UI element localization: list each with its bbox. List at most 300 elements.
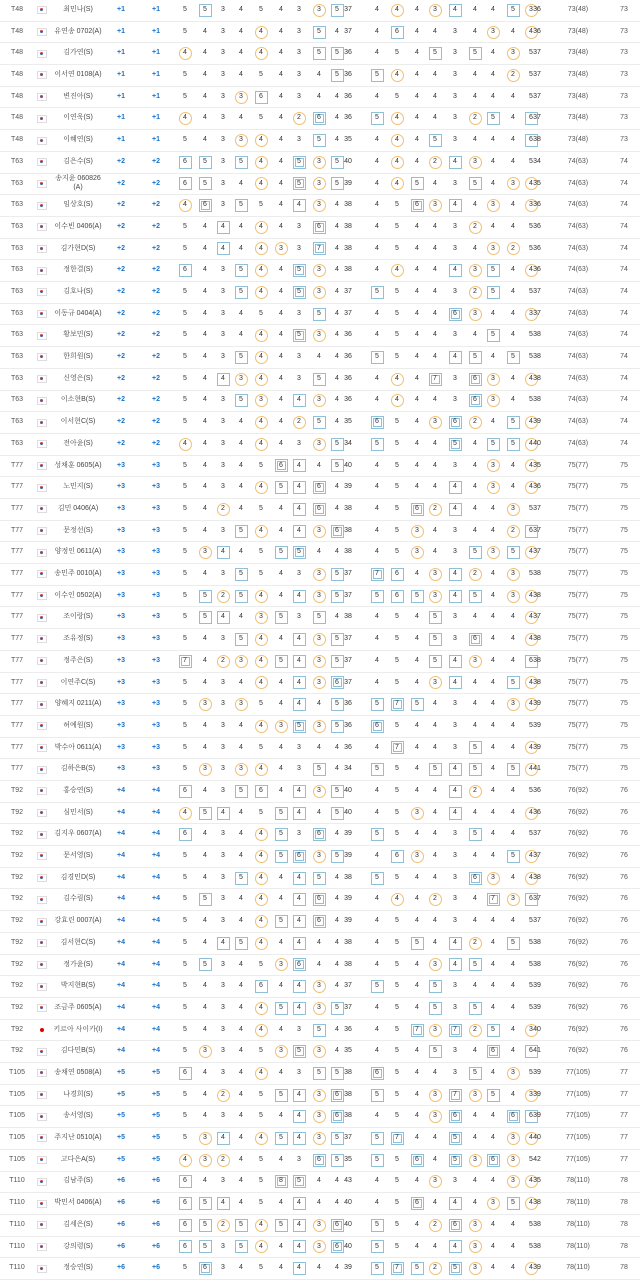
player-name-link[interactable]: 이동규 0404(A) [54, 309, 102, 317]
front-hole-9-value: 4 [335, 743, 339, 751]
player-name-link[interactable]: 정가윤(S) [63, 960, 93, 968]
back-hole-14 [446, 868, 464, 889]
table-row[interactable] [0, 499, 640, 521]
front-hole-4 [232, 998, 250, 1019]
back-hole-16 [484, 998, 502, 1019]
front-hole-8-value: 5 [313, 1024, 326, 1037]
front-hole-2-value: 4 [203, 656, 207, 664]
table-row[interactable] [0, 542, 640, 564]
back-hole-14 [446, 889, 464, 910]
table-row[interactable] [0, 1172, 640, 1194]
front-hole-7 [290, 781, 308, 802]
front-hole-6-value: 5 [275, 1132, 288, 1145]
player-name-link[interactable]: 노민지(S) [63, 483, 93, 491]
back-hole-14-value: 3 [453, 548, 457, 556]
player-name-link[interactable]: 이연욱(S) [63, 114, 93, 122]
player-name-link[interactable]: 이수인 0502(A) [54, 591, 102, 599]
flag-cell [36, 456, 48, 477]
front-hole-1 [176, 911, 194, 932]
table-row[interactable] [0, 738, 640, 760]
front-hole-8-value: 4 [317, 461, 321, 469]
front-hole-3-value: 3 [221, 92, 225, 100]
back-hole-16 [484, 391, 502, 412]
back-hole-15 [466, 521, 484, 542]
back-hole-15 [466, 542, 484, 563]
front-hole-2 [196, 477, 214, 498]
back-hole-14-value: 3 [453, 71, 457, 79]
rank-cell: T48 [10, 92, 24, 100]
front-hole-1-value: 5 [183, 1112, 187, 1120]
player-name-link[interactable]: 문서영(S) [63, 852, 93, 860]
front-hole-7 [290, 369, 308, 390]
front-hole-7-value: 4 [293, 893, 306, 906]
back-hole-12 [408, 868, 426, 889]
table-row[interactable] [0, 195, 640, 217]
back-hole-12 [408, 976, 426, 997]
front-hole-5 [252, 673, 270, 694]
back-hole-11 [388, 260, 406, 281]
player-name-link[interactable]: 홍승연(S) [63, 786, 93, 794]
table-row[interactable] [0, 1258, 640, 1280]
table-row[interactable] [0, 0, 640, 22]
player-name-link[interactable]: 조이랑(S) [63, 613, 93, 621]
table-row[interactable] [0, 1041, 640, 1063]
table-row[interactable] [0, 694, 640, 716]
player-name-link[interactable]: 양정인 0611(A) [54, 548, 102, 556]
front-hole-6-value: 3 [275, 242, 288, 255]
table-row[interactable] [0, 1193, 640, 1215]
front-hole-6 [272, 87, 290, 108]
front-hole-1 [176, 65, 194, 86]
back-hole-16 [484, 260, 502, 281]
player-name-link[interactable]: 신영은(S) [63, 374, 93, 382]
front-hole-1-value: 6 [179, 785, 192, 798]
back-hole-15 [466, 43, 484, 64]
round-total: 73(48) [567, 49, 589, 57]
back-hole-14-value: 4 [449, 655, 462, 668]
back-hole-12 [408, 803, 426, 824]
back-hole-12-value: 4 [415, 1134, 419, 1142]
player-name-link[interactable]: 이서현C(S) [60, 418, 96, 426]
table-row[interactable] [0, 933, 640, 955]
player-name-link[interactable]: 성채훈 0605(A) [54, 461, 102, 469]
front-hole-1 [176, 87, 194, 108]
total-score: 77 [620, 1112, 628, 1120]
flag-cell [36, 217, 48, 238]
front-hole-4-value: 4 [239, 743, 243, 751]
player-name-link[interactable]: 김다민B(S) [60, 1047, 96, 1055]
back-hole-14 [446, 759, 464, 780]
back-hole-17-value: 5 [507, 937, 520, 950]
back-hole-13-value: 7 [429, 373, 442, 386]
player-name-link[interactable]: 김서현C(S) [60, 938, 96, 946]
to-par-round: +4 [152, 830, 160, 838]
front-hole-2-value: 4 [203, 570, 207, 578]
front-hole-1-value: 6 [179, 1219, 192, 1232]
back-hole-10-value: 4 [375, 656, 379, 664]
player-name-link[interactable]: 김호나(S) [63, 288, 93, 295]
in-total: 35 [533, 1177, 541, 1185]
player-name-link[interactable]: 김세은(S) [63, 1220, 93, 1228]
player-name-link[interactable]: 정승연(S) [63, 1264, 93, 1272]
player-name-link[interactable]: 정주은(S) [63, 656, 93, 664]
back-hole-13-value: 5 [429, 47, 442, 60]
back-hole-11 [388, 325, 406, 346]
table-row[interactable] [0, 911, 640, 933]
table-row[interactable] [0, 282, 640, 304]
front-hole-3-value: 4 [217, 242, 230, 255]
table-row[interactable] [0, 217, 640, 239]
back-hole-16 [484, 304, 502, 325]
front-hole-5 [252, 1237, 270, 1258]
player-name-link[interactable]: 정한결(S) [63, 266, 93, 274]
player-name-link[interactable]: 허예원(S) [63, 721, 93, 729]
front-hole-1 [176, 1063, 194, 1084]
back-hole-13 [426, 1258, 444, 1279]
player-name-link[interactable]: 문정선(S) [63, 526, 93, 534]
player-name-link[interactable]: 유연송 0702(A) [54, 27, 102, 35]
front-hole-4-value: 4 [239, 1155, 243, 1163]
back-hole-15-value: 4 [473, 1134, 477, 1142]
back-hole-17-value: 5 [507, 850, 520, 863]
front-hole-8 [310, 911, 328, 932]
front-hole-6 [272, 43, 290, 64]
table-row[interactable] [0, 1020, 640, 1042]
back-hole-11 [388, 152, 406, 173]
back-hole-12-value: 3 [411, 525, 424, 538]
korea-flag-icon [37, 353, 47, 361]
front-hole-5 [252, 304, 270, 325]
table-row[interactable] [0, 369, 640, 391]
front-hole-6-value: 4 [279, 266, 283, 274]
front-hole-6-value: 4 [279, 765, 283, 773]
back-hole-16 [484, 347, 502, 368]
to-par-total: +3 [117, 570, 125, 578]
front-hole-3 [214, 174, 232, 195]
front-hole-5 [252, 586, 270, 607]
table-row[interactable] [0, 239, 640, 261]
back-hole-14 [446, 43, 464, 64]
back-hole-14 [446, 1128, 464, 1149]
table-row[interactable] [0, 564, 640, 586]
back-hole-13 [426, 22, 444, 43]
player-name-link[interactable]: 심민서(S) [63, 808, 93, 816]
back-hole-11-value: 5 [395, 1155, 399, 1163]
player-name-link[interactable]: 김남주(S) [63, 1177, 93, 1185]
player-name-link[interactable]: 김하은B(S) [60, 765, 96, 773]
front-hole-4-value: 4 [239, 504, 243, 512]
table-row[interactable] [0, 955, 640, 977]
table-row[interactable] [0, 1063, 640, 1085]
table-row[interactable] [0, 1085, 640, 1107]
table-row[interactable] [0, 998, 640, 1020]
to-par-round: +3 [152, 504, 160, 512]
back-hole-16 [484, 325, 502, 346]
back-hole-15-value: 5 [469, 1067, 482, 1080]
front-hole-1-value: 5 [183, 526, 187, 534]
table-row[interactable] [0, 152, 640, 174]
table-row[interactable] [0, 456, 640, 478]
front-hole-8 [310, 1150, 328, 1171]
flag-cell [36, 521, 48, 542]
table-row[interactable] [0, 434, 640, 456]
to-par-total: +6 [117, 1242, 125, 1250]
back-hole-15-value: 4 [473, 852, 477, 860]
back-hole-11-value: 5 [395, 49, 399, 57]
back-hole-11-value: 4 [391, 4, 404, 17]
table-row[interactable] [0, 629, 640, 651]
back-hole-10-value: 4 [375, 222, 379, 230]
front-hole-8-value: 6 [313, 1154, 326, 1167]
front-hole-9-value: 4 [335, 1264, 339, 1272]
back-hole-17 [504, 347, 522, 368]
table-row[interactable] [0, 673, 640, 695]
table-row[interactable] [0, 1150, 640, 1172]
back-hole-17 [504, 933, 522, 954]
player-name-link[interactable]: 고다은A(S) [60, 1155, 96, 1163]
player-name-link[interactable]: 박수아 0611(A) [54, 743, 102, 751]
player-name-link[interactable]: 송지윤 060826(A) [55, 175, 101, 191]
back-hole-15 [466, 87, 484, 108]
player-name-link[interactable]: 김가연(S) [63, 49, 93, 57]
player-name-link[interactable]: 송서영(S) [63, 1112, 93, 1120]
rank-cell: T92 [10, 873, 24, 881]
table-row[interactable] [0, 846, 640, 868]
in-total: 36 [533, 483, 541, 491]
korea-flag-icon [37, 267, 47, 275]
front-hole-2 [196, 955, 214, 976]
front-hole-6 [272, 174, 290, 195]
table-row[interactable] [0, 521, 640, 543]
front-hole-3-value: 3 [221, 635, 225, 643]
front-hole-6-value: 3 [275, 958, 288, 971]
front-hole-4-value: 4 [239, 1134, 243, 1142]
back-hole-12 [408, 738, 426, 759]
back-hole-12-value: 3 [411, 850, 424, 863]
back-hole-17-value: 4 [511, 266, 515, 274]
table-row[interactable] [0, 586, 640, 608]
player-name-link[interactable]: 강의령(S) [63, 1242, 93, 1250]
table-row[interactable] [0, 868, 640, 890]
back-hole-17 [504, 217, 522, 238]
back-hole-10 [368, 347, 386, 368]
player-name-link[interactable]: 이혜연(S) [63, 136, 93, 144]
table-row[interactable] [0, 347, 640, 369]
to-par-round: +4 [152, 917, 160, 925]
front-hole-6-value: 5 [275, 915, 288, 928]
front-hole-2 [196, 195, 214, 216]
front-hole-8-value: 3 [313, 980, 326, 993]
table-row[interactable] [0, 759, 640, 781]
front-hole-1 [176, 325, 194, 346]
player-name-link[interactable]: 이연주C(S) [60, 678, 96, 686]
table-row[interactable] [0, 607, 640, 629]
table-row[interactable] [0, 22, 640, 44]
front-hole-8-value: 3 [313, 1110, 326, 1123]
back-hole-10-value: 4 [375, 548, 379, 556]
front-hole-1 [176, 0, 194, 21]
player-name-link[interactable]: 박민서 0406(A) [54, 1199, 102, 1207]
player-name-link[interactable]: 한희원(S) [63, 353, 93, 361]
table-row[interactable] [0, 130, 640, 152]
player-name-link[interactable]: 김민 0406(A) [57, 504, 99, 512]
back-hole-10-value: 5 [371, 872, 384, 885]
front-hole-8 [310, 217, 328, 238]
player-name-link[interactable]: 김경민D(S) [60, 873, 96, 881]
flag-cell [36, 1258, 48, 1279]
table-row[interactable] [0, 174, 640, 196]
back-hole-14-value: 3 [453, 374, 457, 382]
back-hole-17-value: 5 [507, 438, 520, 451]
round-total: 78(110) [566, 1199, 590, 1207]
back-hole-12 [408, 933, 426, 954]
front-hole-4 [232, 43, 250, 64]
to-par-total: +2 [117, 244, 125, 252]
table-row[interactable] [0, 325, 640, 347]
player-name-link[interactable]: 황보민(S) [63, 331, 93, 339]
player-name-link[interactable]: 박지현B(S) [60, 982, 96, 990]
out-total: 37 [344, 635, 352, 643]
table-row[interactable] [0, 477, 640, 499]
front-hole-4-value: 4 [239, 1047, 243, 1055]
to-par-round: +2 [152, 418, 160, 426]
back-hole-14-value: 4 [449, 4, 462, 17]
player-name-link[interactable]: 변진아(S) [63, 92, 93, 100]
player-name-link[interactable]: 강효린 0007(A) [54, 917, 102, 925]
back-hole-18-value: 5 [529, 1242, 533, 1250]
front-hole-2-value: 5 [199, 177, 212, 190]
back-hole-17 [504, 499, 522, 520]
table-row[interactable] [0, 976, 640, 998]
front-hole-5-value: 4 [255, 1002, 268, 1015]
player-name-link[interactable]: 이서연 0108(A) [54, 71, 102, 79]
table-row[interactable] [0, 412, 640, 434]
to-par-round: +2 [152, 244, 160, 252]
table-row[interactable] [0, 108, 640, 130]
back-hole-15-value: 3 [469, 1219, 482, 1232]
back-hole-17-value: 3 [507, 47, 520, 60]
player-name-link[interactable]: 조유정(S) [63, 635, 93, 643]
front-hole-8-value: 5 [313, 611, 326, 624]
back-hole-14 [446, 911, 464, 932]
back-hole-15 [466, 260, 484, 281]
front-hole-1 [176, 1237, 194, 1258]
front-hole-6-value: 4 [279, 1069, 283, 1077]
player-name-link[interactable]: 나경희(S) [63, 1090, 93, 1098]
table-row[interactable] [0, 889, 640, 911]
player-name-link[interactable]: 송채연 0508(A) [54, 1069, 102, 1077]
table-row[interactable] [0, 1106, 640, 1128]
back-hole-16-value: 3 [487, 481, 500, 494]
back-hole-14-value: 3 [453, 743, 457, 751]
player-name-link[interactable]: 이수빈 0406(A) [54, 222, 102, 230]
to-par-round: +3 [152, 526, 160, 534]
table-row[interactable] [0, 260, 640, 282]
back-hole-14-value: 4 [449, 676, 462, 689]
front-hole-9-value: 4 [335, 244, 339, 252]
front-hole-1 [176, 824, 194, 845]
back-hole-12 [408, 694, 426, 715]
out-total: 35 [344, 136, 352, 144]
table-row[interactable] [0, 43, 640, 65]
rank-cell: T77 [10, 700, 24, 708]
back-hole-10-value: 4 [375, 678, 379, 686]
back-hole-14-value: 5 [449, 1262, 462, 1275]
front-hole-3-value: 3 [221, 852, 225, 860]
front-hole-7-value: 4 [293, 525, 306, 538]
front-hole-8 [310, 304, 328, 325]
front-hole-6 [272, 1020, 290, 1041]
player-name-link[interactable]: 김가현D(S) [60, 244, 96, 252]
table-row[interactable] [0, 304, 640, 326]
back-hole-12-value: 4 [415, 309, 419, 317]
table-row[interactable] [0, 87, 640, 109]
player-name-link[interactable]: 양혜지 0211(A) [54, 700, 102, 708]
back-hole-10-value: 5 [371, 351, 384, 364]
back-hole-18-value: 4 [525, 807, 538, 820]
back-hole-15-value: 4 [473, 613, 477, 621]
back-hole-17-value: 4 [511, 635, 515, 643]
table-row[interactable] [0, 824, 640, 846]
player-name-link[interactable]: 전아윤(S) [63, 439, 93, 447]
front-hole-2-value: 4 [203, 461, 207, 469]
player-name-link[interactable]: 최민나(S) [63, 5, 93, 13]
back-hole-16 [484, 673, 502, 694]
player-name-link[interactable]: 임상호(S) [63, 201, 93, 209]
player-name-link[interactable]: 김수림(S) [63, 895, 93, 903]
table-row[interactable] [0, 391, 640, 413]
korea-flag-icon [37, 397, 47, 405]
table-row[interactable] [0, 781, 640, 803]
player-name-link[interactable]: 이소현B(S) [60, 396, 96, 404]
flag-cell [36, 1041, 48, 1062]
table-row[interactable] [0, 716, 640, 738]
front-hole-6-value: 8 [275, 1175, 288, 1188]
front-hole-1-value: 5 [183, 960, 187, 968]
front-hole-3 [214, 152, 232, 173]
front-hole-4-value: 5 [235, 264, 248, 277]
table-row[interactable] [0, 803, 640, 825]
back-hole-16-value: 4 [491, 5, 495, 13]
table-row[interactable] [0, 1215, 640, 1237]
front-hole-7-value: 4 [293, 199, 306, 212]
player-name-link[interactable]: 김은수(S) [63, 157, 93, 165]
table-row[interactable] [0, 651, 640, 673]
player-name-link[interactable]: 김지우 0607(A) [54, 830, 102, 838]
back-hole-13-value: 4 [433, 1199, 437, 1207]
front-hole-1 [176, 130, 194, 151]
back-hole-18-value: 5 [529, 938, 533, 946]
back-hole-12-value: 4 [415, 266, 419, 274]
back-hole-15-value: 3 [469, 655, 482, 668]
back-hole-13-value: 4 [433, 873, 437, 881]
back-hole-12 [408, 304, 426, 325]
back-hole-17 [504, 1237, 522, 1258]
player-name-link[interactable]: 키르아 사이카(I) [53, 1025, 103, 1033]
table-row[interactable] [0, 1128, 640, 1150]
front-hole-5 [252, 43, 270, 64]
to-par-total: +2 [117, 439, 125, 447]
front-hole-2-value: 5 [199, 4, 212, 17]
player-name-link[interactable]: 조금주 0605(A) [54, 1003, 102, 1011]
front-hole-3-value: 3 [221, 396, 225, 404]
table-row[interactable] [0, 1237, 640, 1259]
player-name-link[interactable]: 주지난 0510(A) [54, 1134, 102, 1142]
flag-cell [36, 195, 48, 216]
table-row[interactable] [0, 65, 640, 87]
back-hole-15-value: 4 [473, 808, 477, 816]
player-name-link[interactable]: 송민주 0010(A) [54, 570, 102, 578]
